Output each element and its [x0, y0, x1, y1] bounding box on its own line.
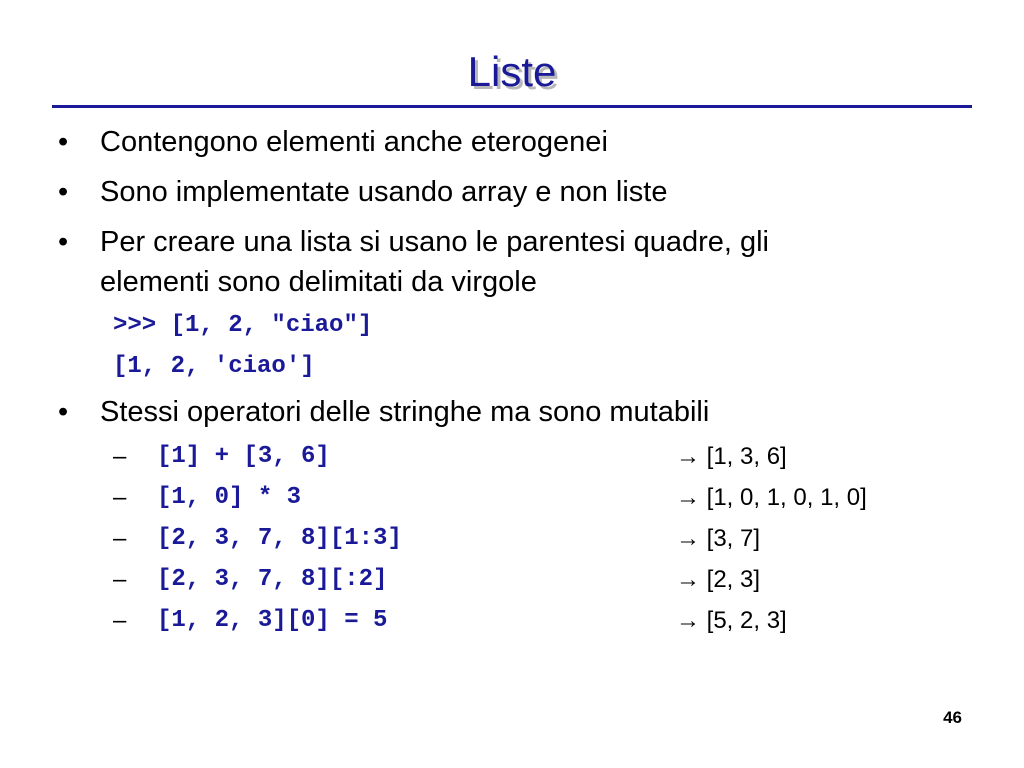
bullet-text-line2: elementi sono delimitati da virgole [100, 266, 537, 298]
page-number: 46 [943, 708, 962, 727]
operation-code: [1, 0] * 3 [157, 484, 302, 511]
operation-result: → [1, 0, 1, 0, 1, 0] [676, 484, 867, 511]
dash-marker: – [113, 484, 127, 511]
dash-marker: – [113, 607, 127, 634]
operation-result: → [1, 3, 6] [676, 443, 787, 470]
dash-marker: – [113, 525, 127, 552]
dash-marker: – [113, 566, 127, 593]
title-divider [52, 105, 972, 108]
bullet-marker: • [58, 396, 69, 428]
bullet-marker: • [58, 126, 69, 158]
operation-result: → [2, 3] [676, 566, 761, 593]
dash-marker: – [113, 443, 127, 470]
bullet-marker: • [58, 176, 69, 208]
bullet-text: Stessi operatori delle stringhe ma sono mutabili [100, 396, 710, 428]
operation-code: [1] + [3, 6] [157, 443, 330, 470]
bullet-text: Contengono elementi anche eterogenei [100, 126, 608, 158]
slide-title: Liste [467, 48, 557, 95]
operation-code: [1, 2, 3][0] = 5 [157, 607, 388, 634]
bullet-text: Sono implementate usando array e non liste [100, 176, 668, 208]
operation-result: → [3, 7] [676, 525, 761, 552]
code-output: [1, 2, 'ciao'] [113, 353, 315, 380]
operation-code: [2, 3, 7, 8][:2] [157, 566, 388, 593]
code-input: >>> [1, 2, "ciao"] [113, 312, 373, 339]
operation-code: [2, 3, 7, 8][1:3] [157, 525, 402, 552]
operation-result: → [5, 2, 3] [676, 607, 787, 634]
bullet-text-line1: Per creare una lista si usano le parentesi quadre, gli [100, 226, 769, 258]
bullet-marker: • [58, 226, 69, 258]
